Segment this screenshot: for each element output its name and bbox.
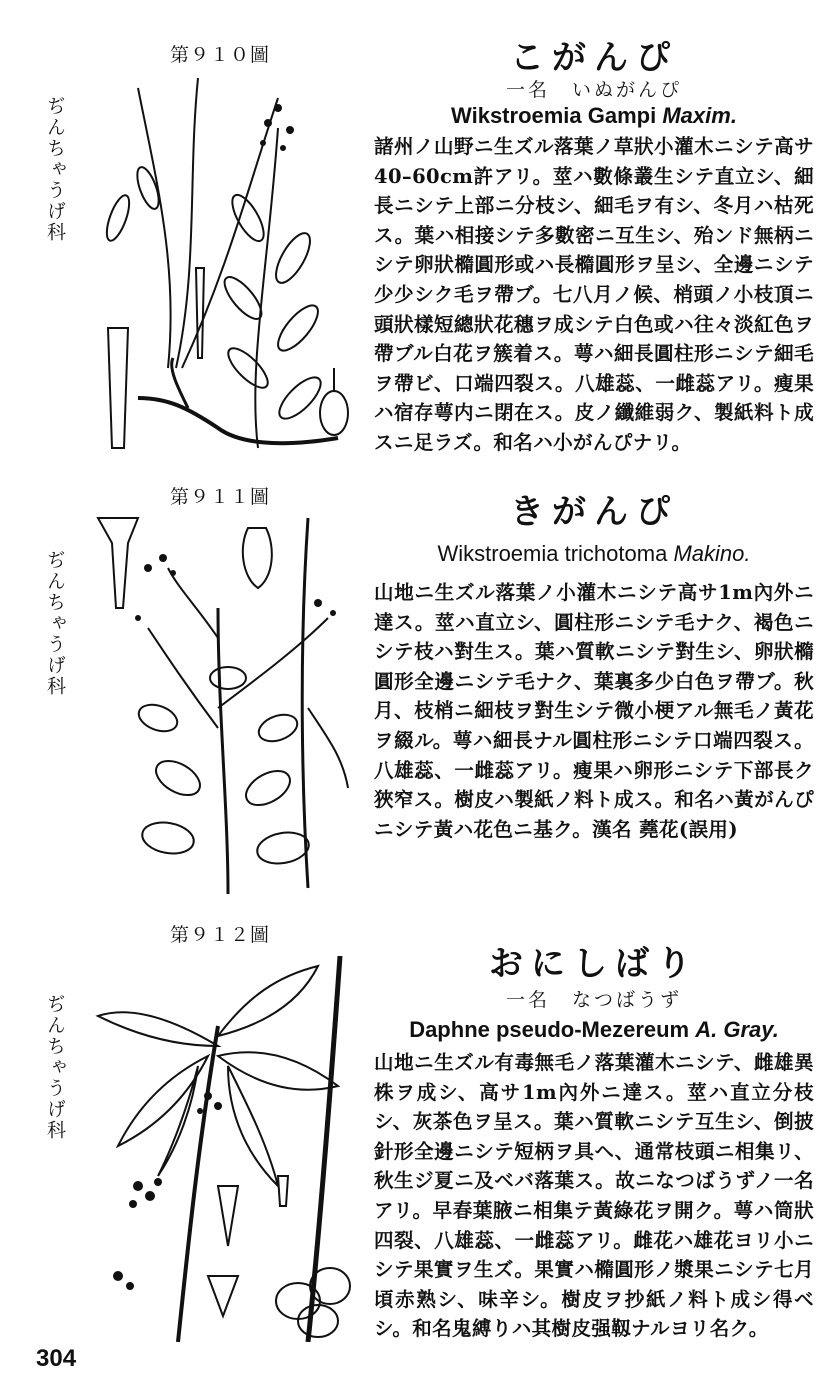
text-column <box>374 944 814 1344</box>
figure-label: 第９１２圖 <box>170 924 271 946</box>
japanese-name: おにしばり <box>489 944 699 984</box>
page-number: 304 <box>36 1345 77 1372</box>
scientific-name-author: Maxim. <box>662 103 737 128</box>
family-label: ぢんちゃうげ科 <box>44 994 66 1141</box>
plant-illustration <box>78 508 368 894</box>
japanese-name: こがんぴ <box>510 38 678 78</box>
plant-drawing-trichotoma <box>78 508 368 894</box>
entry-912 <box>0 910 840 1350</box>
plant-illustration <box>78 68 368 460</box>
entry-911 <box>0 470 840 910</box>
family-label: ぢんちゃうげ科 <box>44 550 66 697</box>
scientific-name-genus-species: Daphne pseudo-Mezereum <box>409 1017 690 1042</box>
scientific-name-author: A. Gray. <box>695 1017 779 1042</box>
description: 山地ニ生ズル有毒無毛ノ落葉灌木ニシテ、雌雄異株ヲ成シ、高サ1m內外ニ達ス。莖ハ直立分枝シ、灰茶色ヲ呈ス。葉ハ質軟ニシテ互生シ、倒披針形全邊ニシテ短柄ヲ具ヘ、通常枝頭ニ相集リ、秋生ジ夏ニ及ベバ落葉ス。故ニなつばうずノ一名アリ。早春葉腋ニ相集テ黃綠花ヲ開ク。萼ハ筒狀四裂、八雄蕊、一雌蕊アリ。雌花ハ雄花ヨリ小ニシテ果實ヲ生ズ。果實ハ橢圓形ノ漿果ニシテ七月頃赤熟シ、味辛シ。樹皮ヲ抄紙ノ料ト成シ得ベシ。和名鬼縛りハ其樹皮强靱ナルヨリ名ク。 <box>374 1051 814 1341</box>
scientific-name-genus-species: Wikstroemia Gampi <box>451 103 657 128</box>
plant-drawing-gampi <box>78 68 368 460</box>
description: 諸州ノ山野ニ生ズル落葉ノ草狀小灌木ニシテ高サ40–60cm許アリ。莖ハ數條叢生シテ直立シ、細長ニシテ上部ニ分枝シ、細毛ヲ有シ、冬月ハ枯死ス。葉ハ相接シテ多數密ニ互生シ、殆ンド無柄ニシテ卵狀橢圓形或ハ長橢圓形ヲ呈シ、全邊ニシテ少少シク毛ヲ帶ブ。七八月ノ候、梢頭ノ小枝頂ニ頭狀樣短總狀花穗ヲ成シテ白色或ハ往々淡紅色ヲ帶ブル白花ヲ簇着ス。萼ハ細長圓柱形ニシテ細毛ヲ帶ビ、口端四裂ス。八雄蕊、一雌蕊アリ。瘦果ハ宿存萼内ニ閉在ス。皮ノ纖維弱ク、製紙料ト成スニ足ラズ。和名ハ小がんぴナリ。 <box>374 135 814 454</box>
description: 山地ニ生ズル落葉ノ小灌木ニシテ高サ1m內外ニ達ス。莖ハ直立シ、圓柱形ニシテ毛ナク、褐色ニシテ枝ハ對生ス。葉ハ質軟ニシテ對生シ、卵狀橢圓形全邊ニシテ毛ナク、葉裏多少白色ヲ帶ブ。秋月、枝梢ニ細枝ヲ對生シテ微小梗アル無毛ノ黃花ヲ綴ル。萼ハ細長ナル圓柱形ニシテ口端四裂ス。八雄蕊、一雌蕊アリ。瘦果ハ卵形ニシテ下部長ク狹窄ス。樹皮ハ製紙ノ料ト成ス。和名ハ黃がんぴニシテ黃ハ花色ニ基ク。漢名 蕘花(誤用) <box>374 581 814 841</box>
scientific-name-author: Makino. <box>673 541 751 566</box>
family-label: ぢんちゃうげ科 <box>44 96 66 243</box>
scientific-name <box>374 540 814 568</box>
alternate-name: 一名 いぬがんぴ <box>505 79 682 101</box>
plant-drawing-daphne <box>78 946 368 1342</box>
figure-label: 第９１１圖 <box>170 486 271 508</box>
scientific-name-genus-species: Wikstroemia trichotoma <box>437 541 668 566</box>
japanese-name: きがんぴ <box>510 492 678 532</box>
text-column <box>374 492 814 844</box>
plant-illustration <box>78 946 368 1342</box>
scientific-name <box>374 102 814 130</box>
text-column <box>374 38 814 458</box>
alternate-name: 一名 なつばうず <box>505 989 682 1011</box>
entry-910 <box>0 0 840 470</box>
figure-label: 第９１０圖 <box>170 44 271 66</box>
scientific-name <box>374 1016 814 1044</box>
